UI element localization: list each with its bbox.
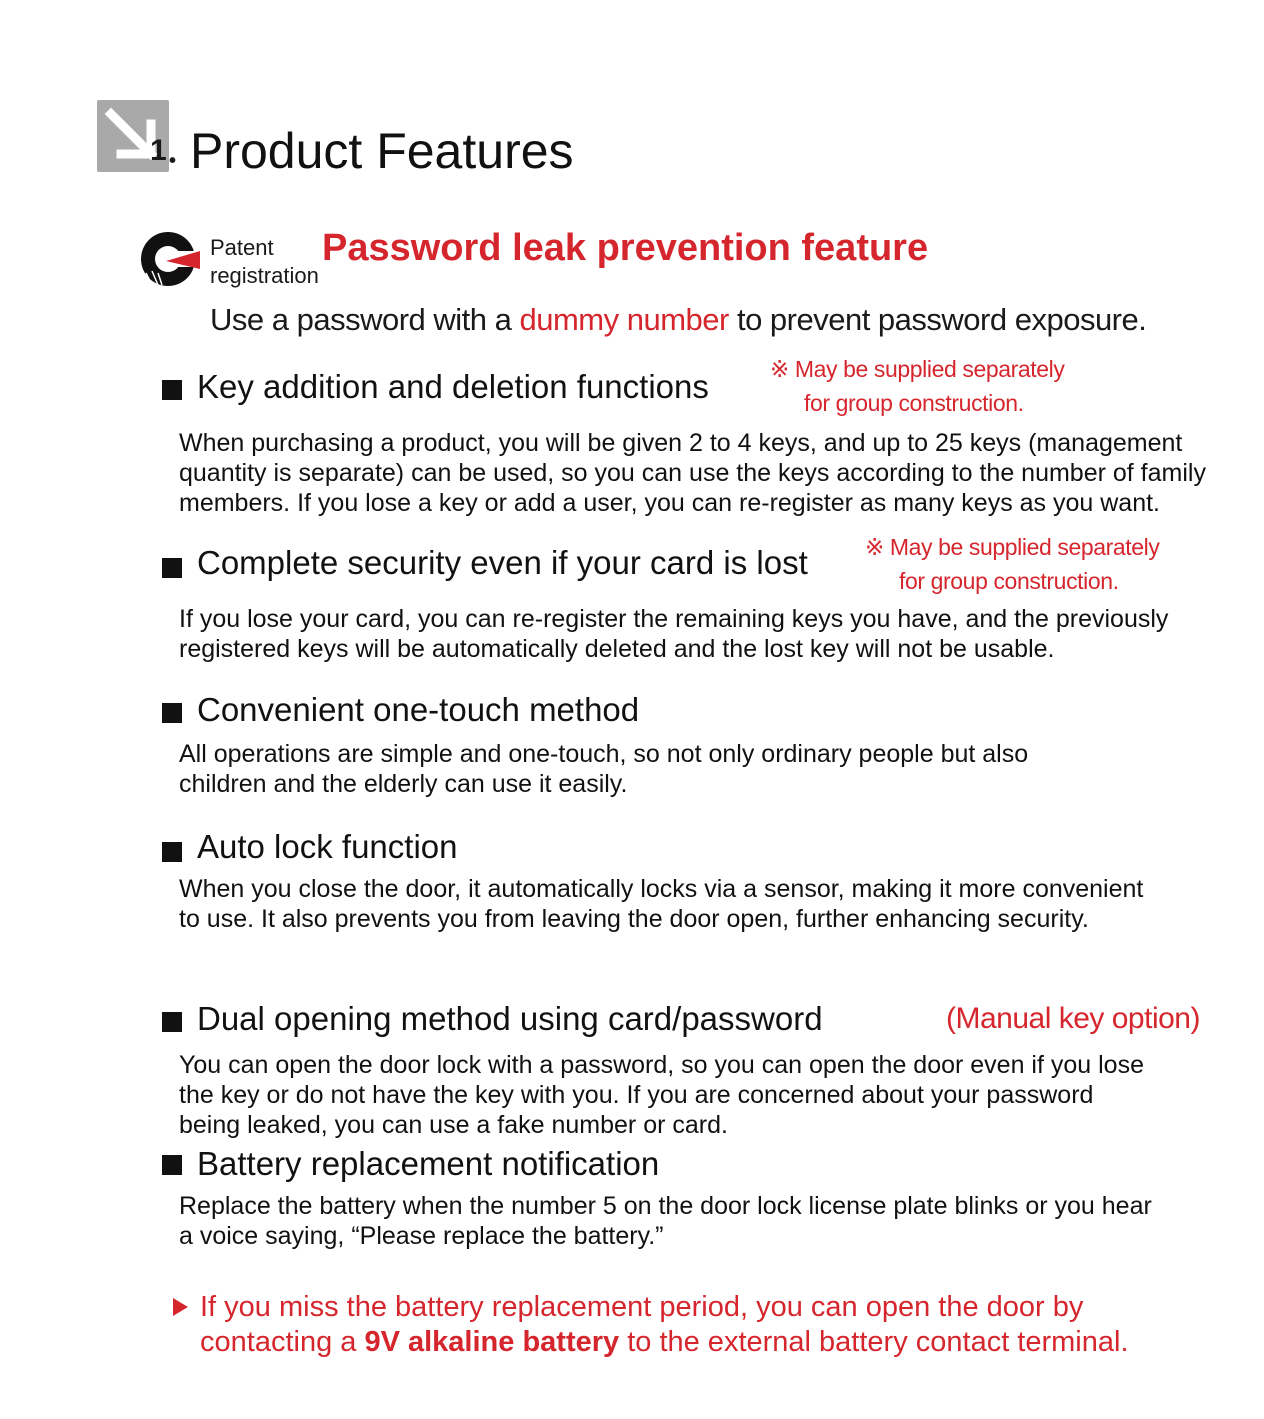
body-line: All operations are simple and one-touch, so not only ordinary people but also xyxy=(179,740,1029,768)
patent-logo-icon xyxy=(138,229,202,289)
section-heading: Dual opening method using card/password xyxy=(197,1000,823,1037)
section-body xyxy=(179,874,1143,934)
body-line: If you lose your card, you can re-register the remaining keys you have, and the previously xyxy=(179,605,1169,633)
bullet-square-icon xyxy=(162,1012,182,1032)
triangle-bullet-icon xyxy=(173,1298,188,1316)
note-line2: for group construction. xyxy=(899,568,1119,594)
body-line: members. If you lose a key or add a user, you can re-register as many keys as you want. xyxy=(179,489,1161,517)
body-line: registered keys will be automatically deleted and the lost key will not be usable. xyxy=(179,635,1055,663)
body-line: a voice saying, “Please replace the battery.” xyxy=(179,1222,664,1250)
body-line: You can open the door lock with a password, so you can open the door even if you lose xyxy=(179,1051,1144,1079)
note-line1: ※ May be supplied separately xyxy=(865,534,1160,560)
section-number: 1 xyxy=(150,134,167,167)
section-heading: Complete security even if your card is lost xyxy=(197,544,808,581)
bullet-square-icon xyxy=(162,703,182,723)
footnote-suffix: to the external battery contact terminal. xyxy=(619,1326,1129,1358)
section-body xyxy=(179,1050,1144,1140)
page-title: Product Features xyxy=(190,123,574,179)
body-line: Replace the battery when the number 5 on the door lock license plate blinks or you hear xyxy=(179,1192,1152,1220)
body-line: quantity is separate) can be used, so you can use the keys according to the number of family xyxy=(179,459,1206,487)
desc-highlight: dummy number xyxy=(519,302,729,337)
feature-heading: Password leak prevention feature xyxy=(322,227,929,269)
section-heading: Auto lock function xyxy=(197,828,458,865)
body-line: children and the elderly can use it easily. xyxy=(179,770,628,798)
section-body xyxy=(179,604,1168,664)
footnote-prefix: contacting a xyxy=(200,1326,365,1358)
option-note: (Manual key option) xyxy=(946,1002,1200,1035)
footnote-bold: 9V alkaline battery xyxy=(364,1326,620,1358)
body-line: the key or do not have the key with you. If you are concerned about your password xyxy=(179,1081,1094,1109)
patent-label-line2: registration xyxy=(210,263,319,288)
battery-footnote xyxy=(200,1290,1129,1360)
body-line: being leaked, you can use a fake number or card. xyxy=(179,1111,728,1139)
footnote-line2 xyxy=(200,1325,1129,1360)
bullet-square-icon xyxy=(162,1155,182,1175)
patent-label-line1: Patent xyxy=(210,235,274,260)
section-number-dot-icon: • xyxy=(169,150,177,172)
desc-prefix: Use a password with a xyxy=(210,302,520,337)
bullet-square-icon xyxy=(162,842,182,862)
note-line2: for group construction. xyxy=(804,390,1024,416)
supply-note xyxy=(770,352,1064,420)
bullet-square-icon xyxy=(162,380,182,400)
section-body xyxy=(179,428,1206,518)
section-heading: Key addition and deletion functions xyxy=(197,368,709,405)
section-heading: Convenient one-touch method xyxy=(197,691,640,728)
supply-note xyxy=(865,530,1159,598)
bullet-square-icon xyxy=(162,558,182,578)
body-line: to use. It also prevents you from leaving the door open, further enhancing security. xyxy=(179,905,1089,933)
body-line: When purchasing a product, you will be given 2 to 4 keys, and up to 25 keys (management xyxy=(179,429,1183,457)
section-heading: Battery replacement notification xyxy=(197,1145,660,1182)
footnote-line1: If you miss the battery replacement period, you can open the door by xyxy=(200,1291,1084,1323)
feature-description xyxy=(210,302,1146,338)
body-line: When you close the door, it automatically locks via a sensor, making it more convenient xyxy=(179,875,1144,903)
desc-suffix: to prevent password exposure. xyxy=(728,302,1147,337)
section-body xyxy=(179,739,1028,799)
note-line1: ※ May be supplied separately xyxy=(770,356,1065,382)
section-body xyxy=(179,1191,1152,1251)
patent-label xyxy=(210,234,319,290)
